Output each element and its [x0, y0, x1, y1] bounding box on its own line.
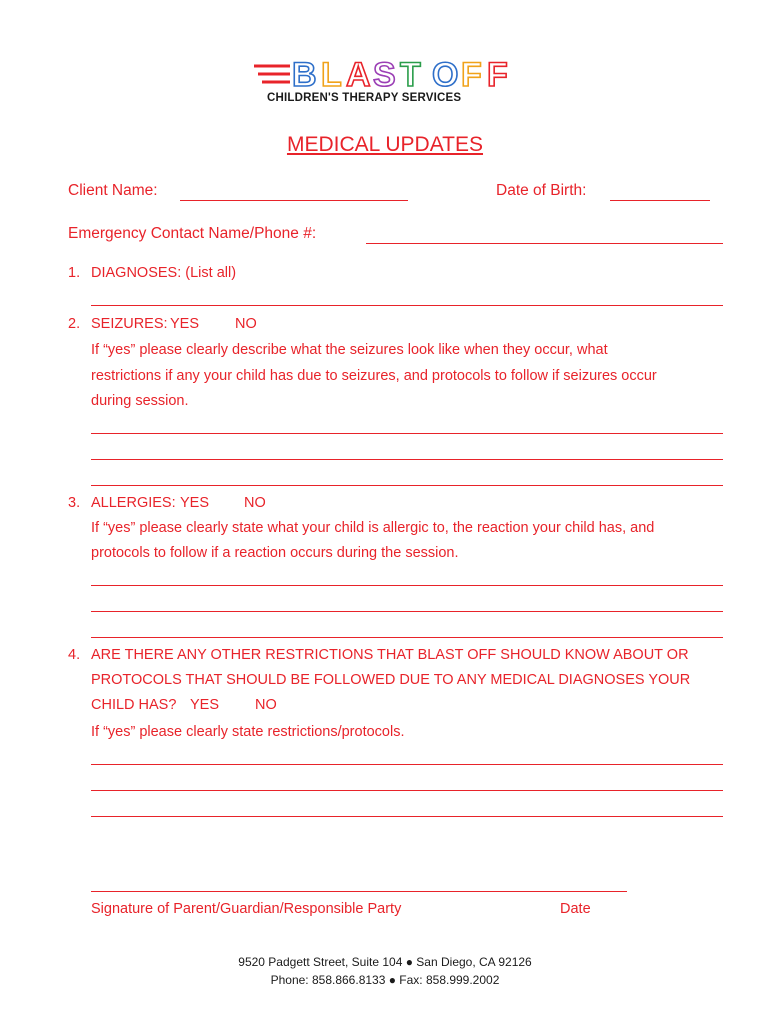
- logo-subtitle: CHILDREN'S THERAPY SERVICES: [267, 92, 462, 104]
- q1-number: 1.: [68, 265, 81, 281]
- q3-allergies-label: ALLERGIES:: [91, 495, 176, 511]
- logo-letter: F: [487, 56, 507, 94]
- q2-instruction-line3: during session.: [91, 393, 189, 409]
- q4-number: 4.: [68, 647, 81, 663]
- q3-number: 3.: [68, 495, 81, 511]
- dob-field[interactable]: [610, 200, 710, 201]
- footer-phone-fax: Phone: 858.866.8133 ● Fax: 858.999.2002: [270, 973, 500, 987]
- q3-instruction-line2: protocols to follow if a reaction occurs during the session.: [91, 545, 459, 561]
- q3-answer-line[interactable]: [91, 637, 723, 638]
- client-name-field[interactable]: [180, 200, 408, 201]
- q4-answer-line[interactable]: [91, 764, 723, 765]
- q2-no-option[interactable]: NO: [235, 316, 257, 332]
- q1-diagnoses-label: DIAGNOSES: (List all): [91, 265, 237, 281]
- q4-yes-option[interactable]: YES: [190, 697, 220, 713]
- q3-instruction-line1: If “yes” please clearly state what your child is allergic to, the reaction your child has, and: [91, 520, 655, 536]
- emergency-contact-field[interactable]: [366, 243, 723, 244]
- client-name-label: Client Name:: [68, 182, 158, 199]
- q4-question-line3: CHILD HAS?: [91, 697, 177, 713]
- q3-answer-line[interactable]: [91, 585, 723, 586]
- footer-address: 9520 Padgett Street, Suite 104 ● San Diego, CA 92126: [238, 955, 532, 969]
- logo-letter: A: [346, 56, 370, 94]
- logo-letter: L: [321, 56, 341, 94]
- q4-answer-line[interactable]: [91, 816, 723, 817]
- q2-answer-line[interactable]: [91, 459, 723, 460]
- signature-line[interactable]: [91, 891, 627, 892]
- q3-no-option[interactable]: NO: [244, 495, 266, 511]
- q4-question-line2: PROTOCOLS THAT SHOULD BE FOLLOWED DUE TO ANY MEDICAL DIAGNOSES YOUR: [91, 672, 691, 688]
- logo-letter: F: [461, 56, 481, 94]
- q2-instruction-line2: restrictions if any your child has due to seizures, and protocols to follow if seizures occur: [91, 368, 657, 384]
- logo-letter: S: [373, 56, 395, 94]
- q4-answer-line[interactable]: [91, 790, 723, 791]
- q4-no-option[interactable]: NO: [255, 697, 277, 713]
- logo-letter: B: [292, 56, 316, 94]
- logo-letter: T: [400, 56, 420, 94]
- q2-answer-line[interactable]: [91, 433, 723, 434]
- form-title: MEDICAL UPDATES: [286, 133, 484, 156]
- blast-off-logo: [252, 56, 518, 110]
- q2-answer-line[interactable]: [91, 485, 723, 486]
- q2-instruction-line1: If “yes” please clearly describe what the seizures look like when they occur, what: [91, 342, 608, 358]
- q3-answer-line[interactable]: [91, 611, 723, 612]
- signature-label: Signature of Parent/Guardian/Responsible Party: [91, 901, 402, 917]
- dob-label: Date of Birth:: [496, 182, 587, 199]
- q4-instruction: If “yes” please clearly state restrictions/protocols.: [91, 724, 405, 740]
- date-label: Date: [560, 901, 591, 917]
- q3-yes-option[interactable]: YES: [180, 495, 210, 511]
- q2-yes-option[interactable]: YES: [170, 316, 200, 332]
- logo-letter: O: [432, 56, 458, 94]
- q1-answer-line[interactable]: [91, 305, 723, 306]
- q4-question-line1: ARE THERE ANY OTHER RESTRICTIONS THAT BLAST OFF SHOULD KNOW ABOUT OR: [91, 647, 689, 663]
- logo-speed-lines-icon: [252, 62, 292, 88]
- q2-seizures-label: SEIZURES:: [91, 316, 168, 332]
- q2-number: 2.: [68, 316, 81, 332]
- emergency-contact-label: Emergency Contact Name/Phone #:: [68, 225, 317, 242]
